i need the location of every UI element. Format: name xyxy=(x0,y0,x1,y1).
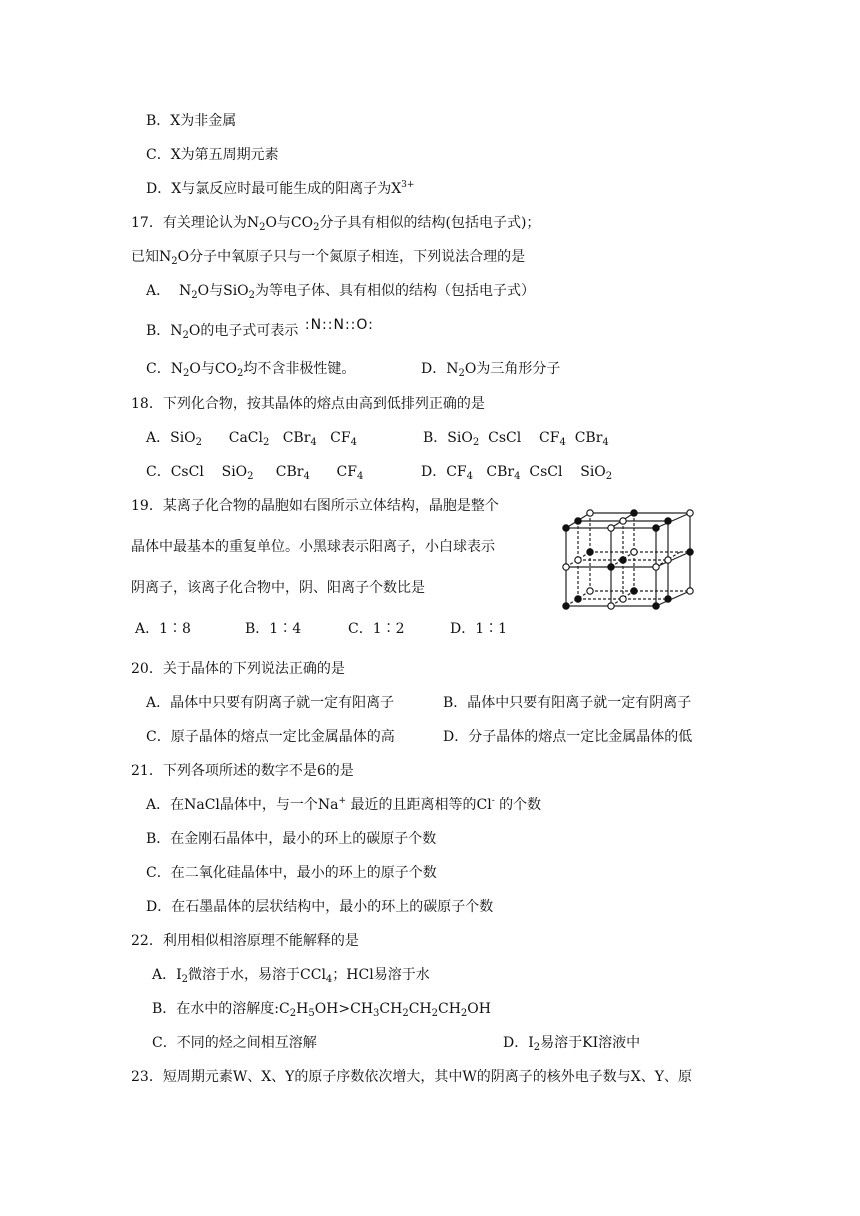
q17-option-a: A． $N_2O$与SiO$_2$为等电子体、具有相似的结构（包括电子式） xyxy=(146,283,536,301)
q20-option-c: C．原子晶体的熔点一定比金属晶体的高 xyxy=(146,729,395,745)
q22-option-b: B．在水中的溶解度$:C_2H_5OH>CH_3CH_2CH_2CH_2OH$ xyxy=(152,1001,491,1019)
q19-stem-line1: 19．某离子化合物的晶胞如右图所示立体结构，晶胞是整个 xyxy=(131,498,499,514)
q17-stem-line2: 已知$N_2O$分子中氧原子只与一个氮原子相连，下列说法合理的是 xyxy=(131,249,526,267)
q21-option-d: D．在石墨晶体的层状结构中，最小的环上的碳原子个数 xyxy=(146,899,494,915)
q20-stem: 20．关于晶体的下列说法正确的是 xyxy=(131,661,345,677)
q22-stem: 22．利用相似相溶原理不能解释的是 xyxy=(131,933,359,949)
q19-stem-line3: 阴离子，该离子化合物中，阴、阳离子个数比是 xyxy=(131,580,425,596)
q20-option-a: A．晶体中只要有阴离子就一定有阳离子 xyxy=(146,695,395,711)
q20-option-b: B．晶体中只要有阳离子就一定有阴离子 xyxy=(443,695,692,711)
q21-option-c: C．在二氧化硅晶体中，最小的环上的原子个数 xyxy=(146,865,437,881)
q19-option-c: C．1∶2 xyxy=(348,621,405,637)
q23-stem: 23．短周期元素W、X、Y的原子序数依次增大，其中W的阴离子的核外电子数与X、Y、原 xyxy=(131,1069,693,1085)
q18-stem: 18．下列化合物，按其晶体的熔点由高到低排列正确的是 xyxy=(131,396,485,412)
q17-stem-line1: 17．有关理论认为$N_2O$与$CO_2$分子具有相似的结构(包括电子式)； xyxy=(131,215,541,233)
q21-option-a: A．在NaCl晶体中，与一个Na+ 最近的且距离相等的Cl- 的个数 xyxy=(146,796,542,813)
q17-option-c: C．$N_2O$与$CO_2$均不含非极性键。 xyxy=(146,361,356,379)
q22-option-a: A．$I_2$微溶于水，易溶于CCl$_4$；HCl易溶于水 xyxy=(152,967,430,985)
q22-option-c: C．不同的烃之间相互溶解 xyxy=(152,1035,317,1051)
q18-option-d: D．$CF_4$ CBr$_4$ CsCl SiO$_2$ xyxy=(421,464,613,482)
crystal-cell-figure xyxy=(556,503,702,619)
q18-option-b: B．SiO$_2$ CsCl $CF_4$ CBr$_4$ xyxy=(423,430,609,448)
q20-option-d: D．分子晶体的熔点一定比金属晶体的低 xyxy=(443,729,693,745)
q21-stem: 21．下列各项所述的数字不是6的是 xyxy=(131,763,354,779)
q16-option-b: B．X为非金属 xyxy=(146,113,237,129)
electron-formula: :N::N::O: xyxy=(304,317,374,333)
q21-option-b: B．在金刚石晶体中，最小的环上的碳原子个数 xyxy=(146,831,437,847)
q18-option-a: A．SiO$_2$ CaCl$_2$ CBr$_4$ $CF_4$ xyxy=(146,430,357,448)
q16-option-d: D．X与氯反应时最可能生成的阳离子为$X^{3+}$ xyxy=(146,180,415,197)
q19-option-b: B．1∶4 xyxy=(245,621,302,637)
q17-option-d: D．$N_2O$为三角形分子 xyxy=(421,361,561,379)
q22-option-d: D．$I_2$易溶于KI溶液中 xyxy=(503,1035,641,1053)
q16-option-c: C．X为第五周期元素 xyxy=(146,147,279,163)
q19-stem-line2: 晶体中最基本的重复单位。小黑球表示阳离子，小白球表示 xyxy=(131,539,495,555)
q19-option-a: A．1∶8 xyxy=(135,621,191,637)
q18-option-c: C．CsCl SiO$_2$ CBr$_4$ $CF_4$ xyxy=(146,464,364,482)
q17-option-b: B．$N_2O$的电子式可表示 :N::N::O: xyxy=(146,317,374,341)
q19-option-d: D．1∶1 xyxy=(450,621,508,637)
